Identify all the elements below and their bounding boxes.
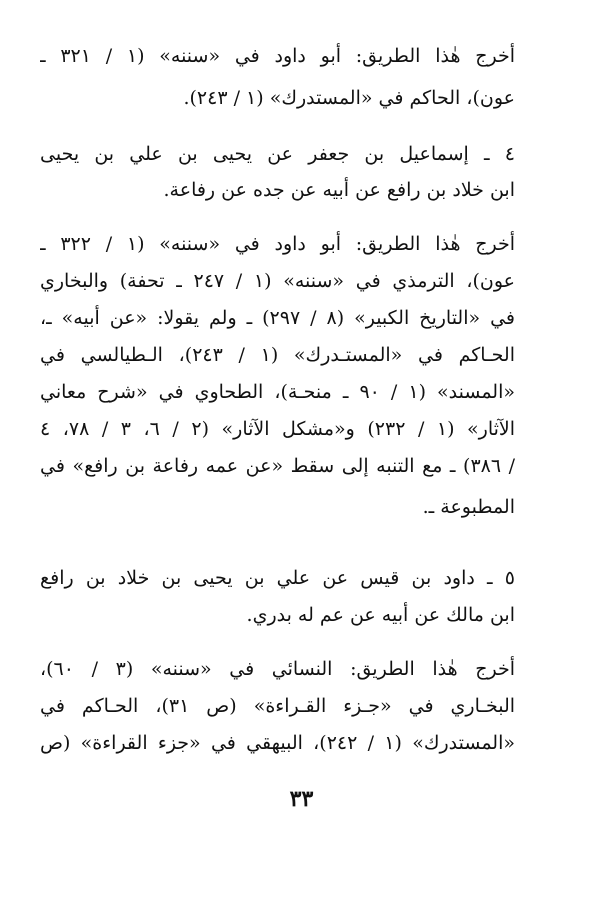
text-line: البخـاري في «جـزء القـراءة» (ص ٣١)، الحـاكم في bbox=[40, 695, 515, 717]
text-line: أخرج هٰذا الطريق: أبو داود في «سننه» (١ / ٣٢١ ـ bbox=[40, 45, 515, 67]
text-line: أخرج هٰذا الطريق: النسائي في «سننه» (٣ / ٦٠)، bbox=[40, 658, 515, 680]
text-line: «المسند» (١ / ٩٠ ـ منحـة)، الطحاوي في «شرح معاني bbox=[40, 381, 515, 403]
text-line: عون)، الترمذي في «سننه» (١ / ٢٤٧ ـ تحفة) والبخاري bbox=[40, 270, 515, 292]
text-line: عون)، الحاكم في «المستدرك» (١ / ٢٤٣). bbox=[183, 87, 515, 109]
text-line: / ٣٨٦) ـ مع التنبه إلى سقط «عن عمه رفاعة بن رافع» في bbox=[40, 455, 515, 477]
text-line: أخرج هٰذا الطريق: أبو داود في «سننه» (١ / ٣٢٢ ـ bbox=[40, 233, 515, 255]
text-line: الآثار» (١ / ٢٣٢) و«مشكل الآثار» (٢ / ٦، ٣ / ٧٨، ٤ bbox=[40, 418, 515, 440]
text-line: المطبوعة ـ. bbox=[422, 496, 515, 518]
text-line: في «التاريخ الكبير» (٨ / ٢٩٧) ـ ولم يقولا: «عن أبيه» ـ، bbox=[40, 307, 515, 329]
text-line: ٤ ـ إسماعيل بن جعفر عن يحيى بن علي بن يحيى bbox=[40, 143, 515, 165]
text-line: ابن خلاد بن رافع عن أبيه عن جده عن رفاعة. bbox=[163, 179, 515, 201]
text-line: ٥ ـ داود بن قيس عن علي بن يحيى بن خلاد بن رافع bbox=[40, 567, 515, 589]
text-line: ابن مالك عن أبيه عن عم له بدري. bbox=[246, 604, 515, 626]
text-line: «المستدرك» (١ / ٢٤٢)، البيهقي في «جزء القراءة» (ص bbox=[40, 732, 515, 754]
text-line: الحـاكم في «المستـدرك» (١ / ٢٤٣)، الـطيالسي في bbox=[40, 344, 515, 366]
page-number: ٣٣ bbox=[289, 786, 314, 812]
